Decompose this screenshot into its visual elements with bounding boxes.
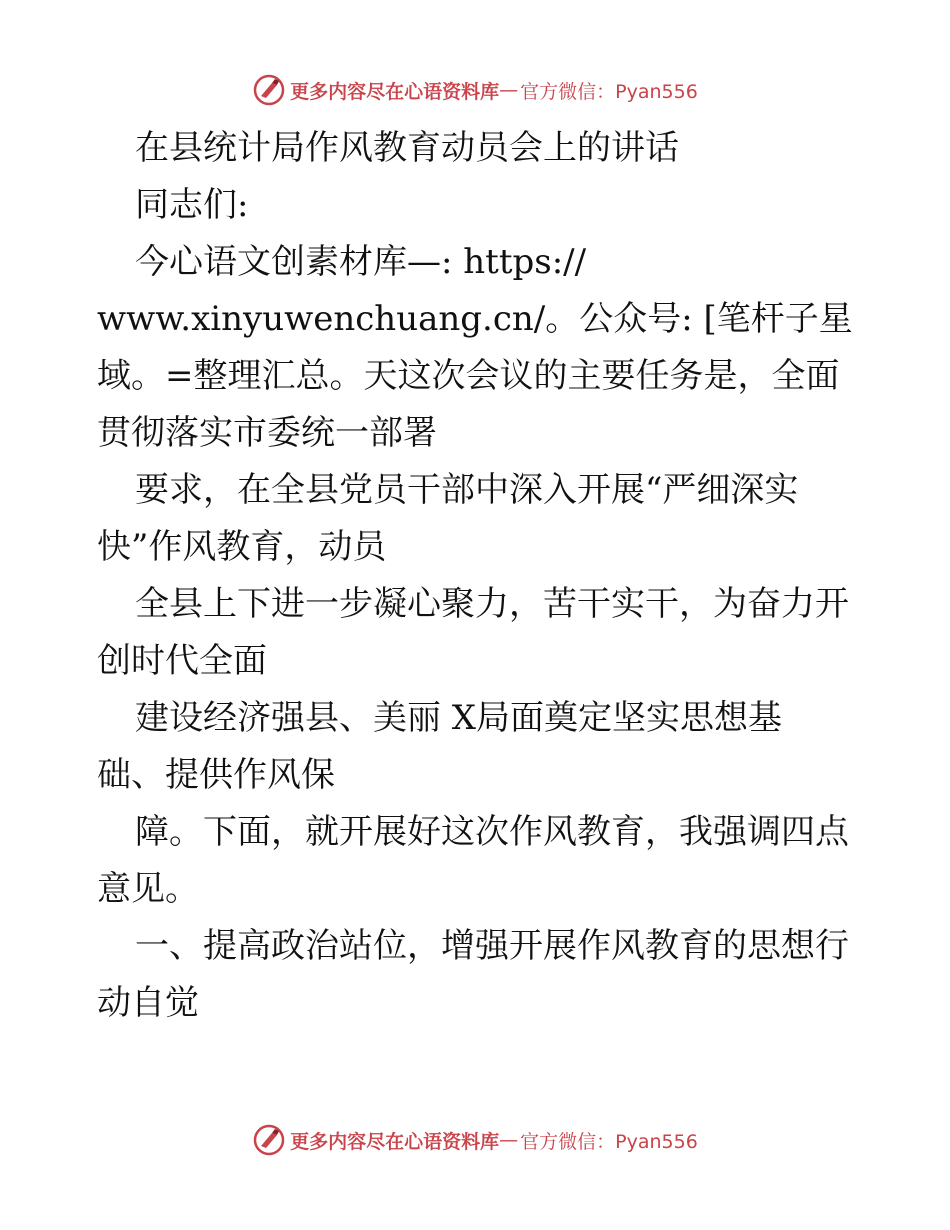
body-line: 贯彻落实市委统一部署: [97, 413, 437, 453]
body-line: www.xinyuwenchuang.cn/。公众号: [笔杆子星: [97, 299, 853, 339]
brand-logo-icon: [252, 1123, 286, 1157]
section-heading: 一、提高政治站位，增强开展作风教育的思想行: [135, 926, 849, 966]
banner-wechat: 官方微信：Pyan556: [520, 1130, 698, 1153]
body-line: 要求，在全县党员干部中深入开展“严细深实: [135, 470, 799, 510]
document-title: 在县统计局作风教育动员会上的讲话: [135, 128, 679, 168]
body-line: 意见。: [97, 869, 199, 909]
banner-text: 更多内容尽在心语资料库: [290, 80, 500, 103]
body-line: 全县上下进一步凝心聚力，苦干实干，为奋力开: [135, 584, 849, 624]
body-line: 创时代全面: [97, 641, 267, 681]
body-line: 础、提供作风保: [97, 755, 335, 795]
body-line: 快”作风教育，动员: [97, 527, 387, 567]
body-line: 今心语文创素材库—: https://: [135, 242, 587, 282]
section-heading-cont: 动自觉: [97, 983, 199, 1023]
header-banner: [0, 70, 950, 110]
banner-wechat: 官方微信：Pyan556: [520, 80, 698, 103]
body-line: 域。=整理汇总。天这次会议的主要任务是，全面: [97, 356, 840, 396]
brand-logo-icon: [252, 73, 286, 107]
document-body: [97, 120, 857, 1032]
greeting: 同志们:: [135, 185, 249, 225]
footer-banner: [0, 1120, 950, 1160]
banner-text: 更多内容尽在心语资料库: [290, 1130, 500, 1153]
banner-separator: —: [499, 1129, 519, 1151]
body-line: 障。下面，就开展好这次作风教育，我强调四点: [135, 812, 849, 852]
banner-separator: —: [499, 79, 519, 101]
body-line: 建设经济强县、美丽 X局面奠定坚实思想基: [135, 698, 783, 738]
